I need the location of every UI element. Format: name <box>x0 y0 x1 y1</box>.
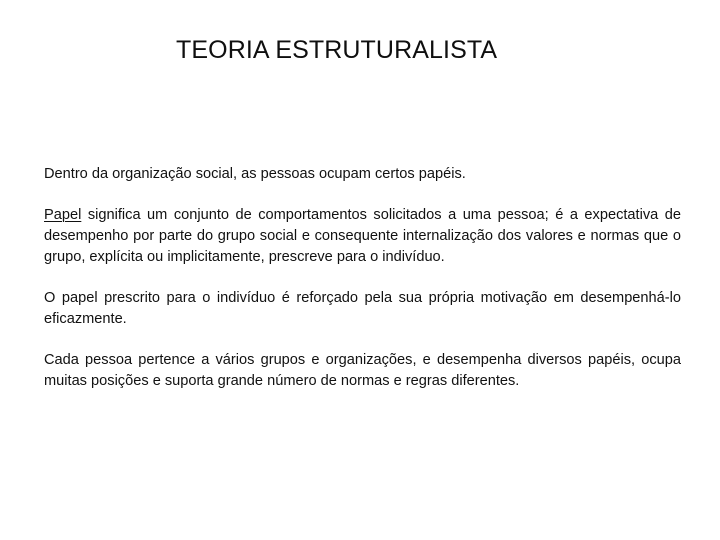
paragraph-2-text: significa um conjunto de comportamentos solicitados a uma pessoa; é a expectativa de desempenho por parte do grupo social e consequente internalização dos valores e normas que o grupo, explícita ou implicitamente, prescreve para o indivíduo. <box>44 207 681 265</box>
paragraph-1: Dentro da organização social, as pessoas ocupam certos papéis. <box>44 166 466 182</box>
paragraph-3: O papel prescrito para o indivíduo é reforçado pela sua própria motivação em desempenhá-lo eficazmente. <box>44 290 681 327</box>
paragraph-4: Cada pessoa pertence a vários grupos e organizações, e desempenha diversos papéis, ocupa muitas posições e suporta grande número de normas e regras diferentes. <box>44 352 681 389</box>
paragraph-2 <box>44 205 681 268</box>
term-papel: Papel <box>44 207 82 223</box>
slide-body <box>44 164 681 392</box>
slide-title: TEORIA ESTRUTURALISTA <box>176 36 498 64</box>
